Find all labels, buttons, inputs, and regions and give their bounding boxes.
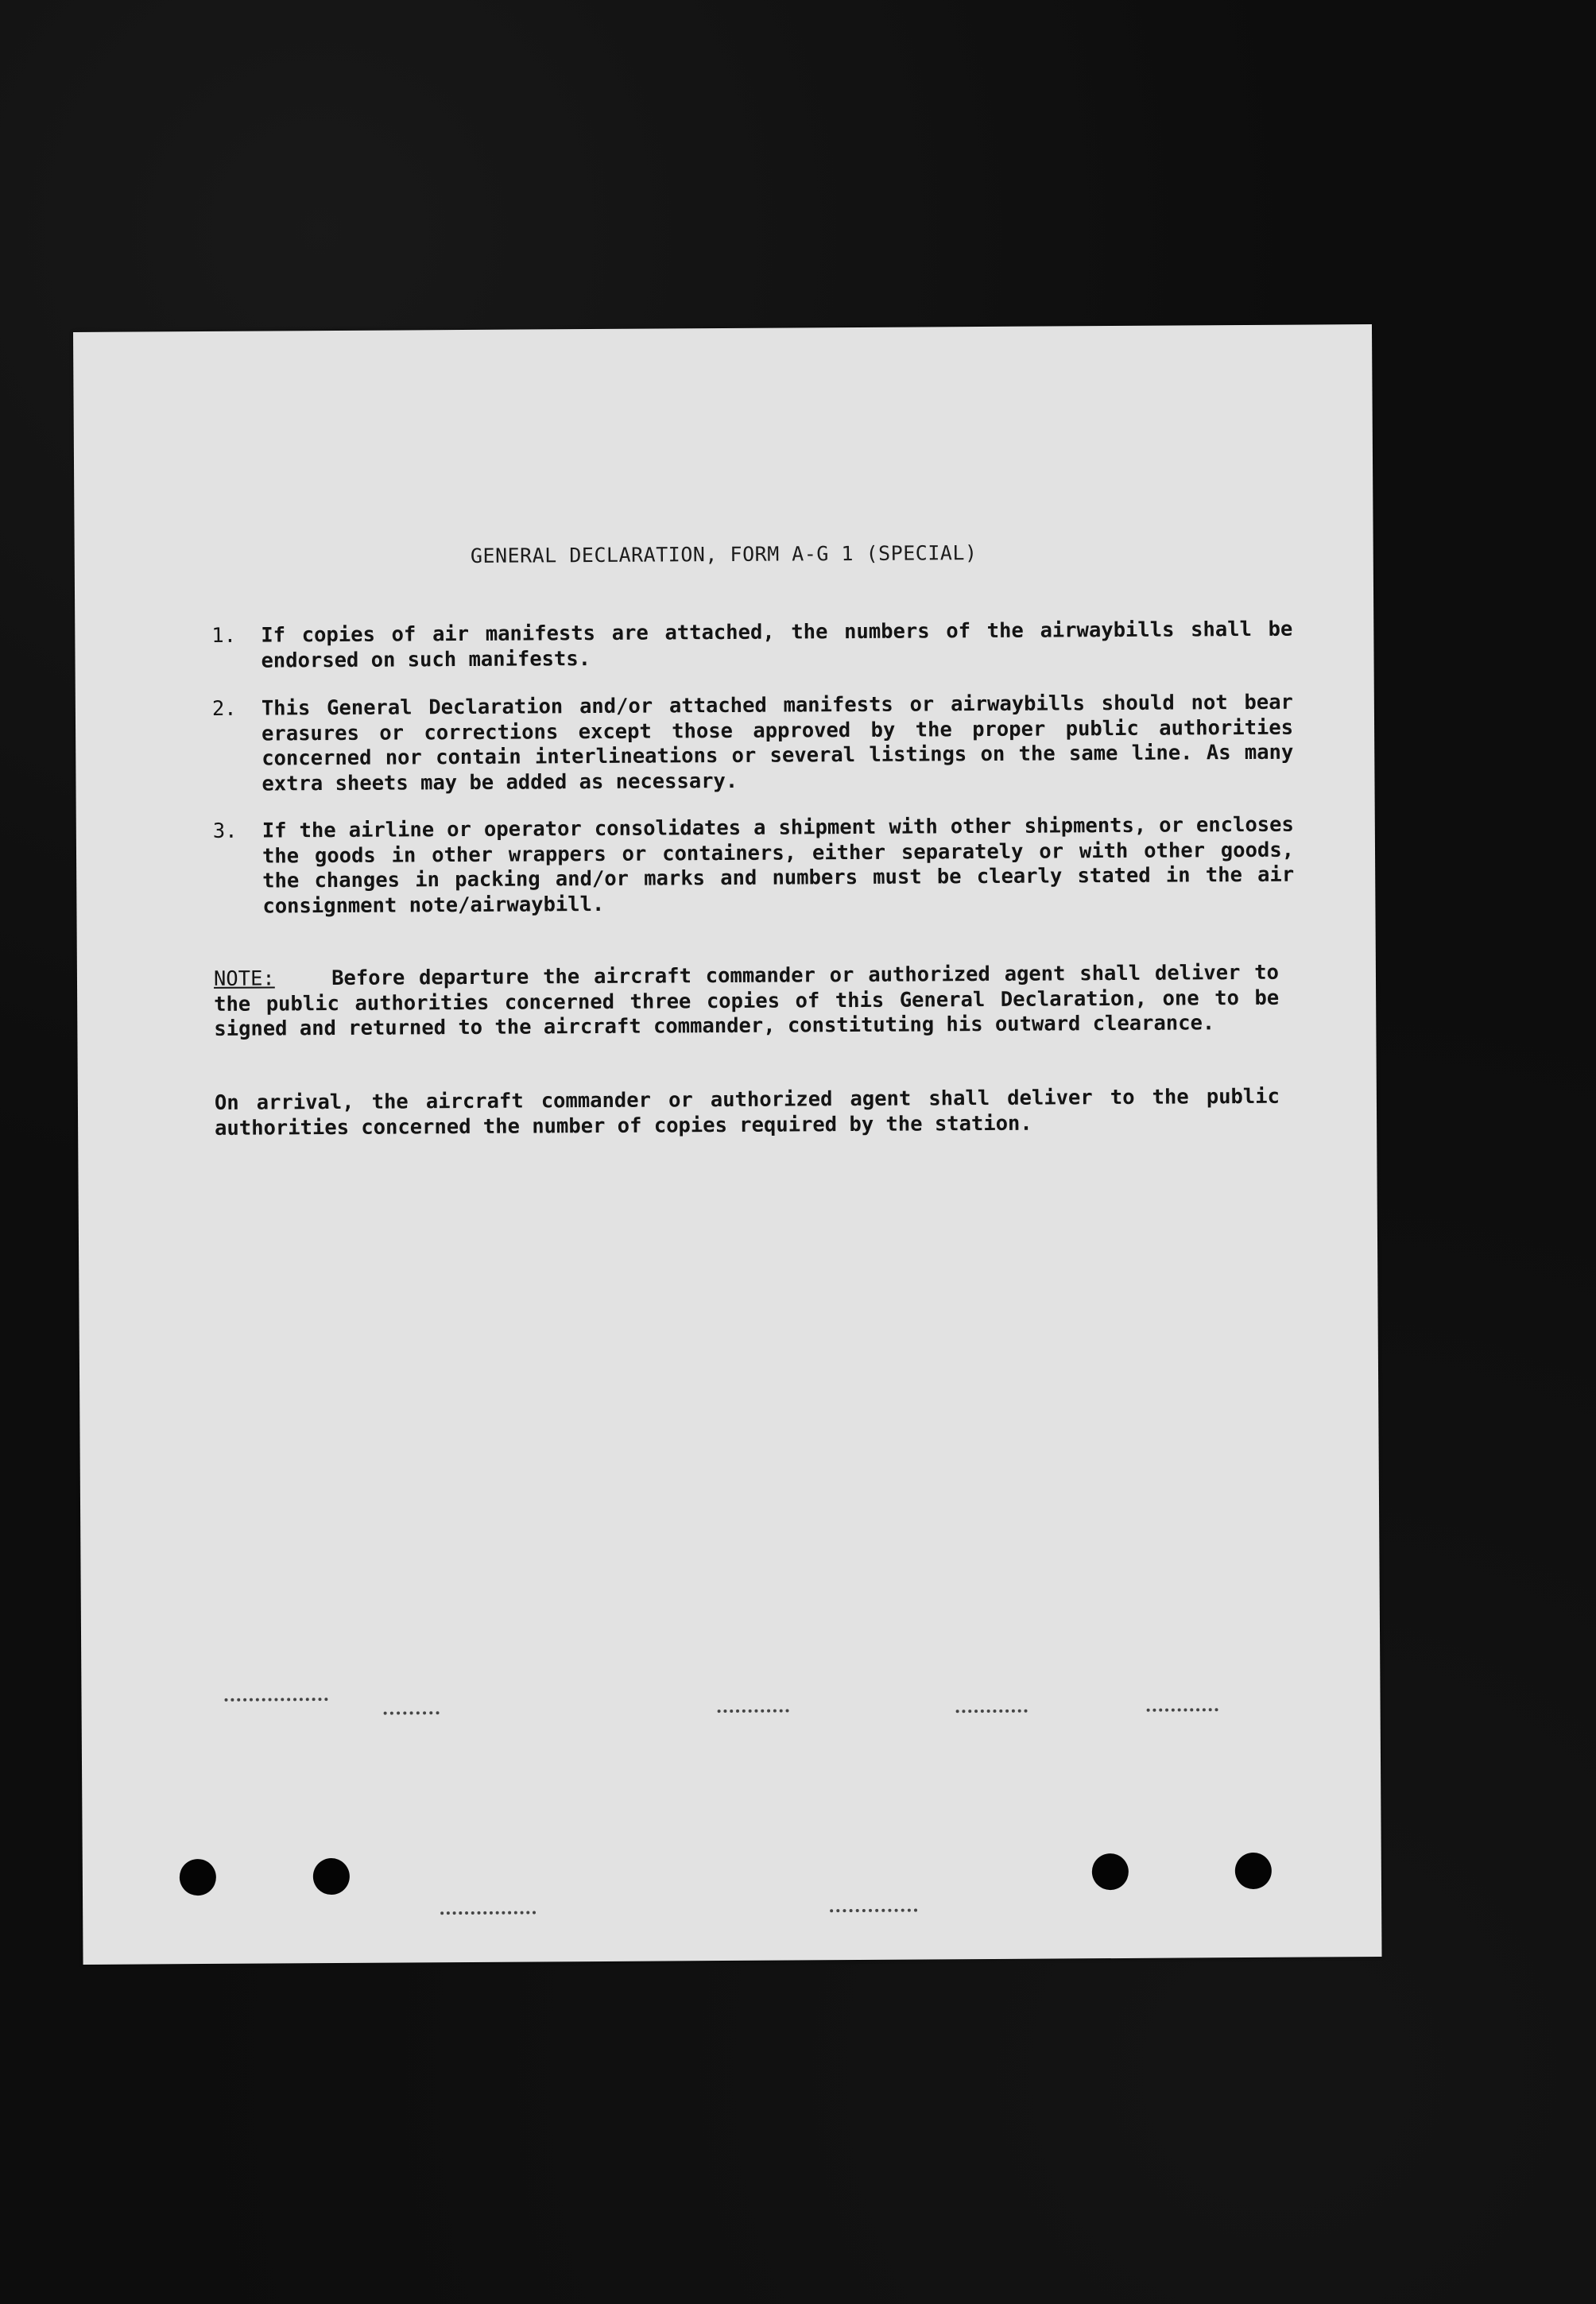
scan-specks bbox=[225, 1698, 328, 1706]
item-number: 2. bbox=[211, 696, 237, 721]
note-text: Before departure the aircraft commander or authorized agent shall deliver to the public authorities concerned three copies of this General Declaration, one to be signed and returned to the aircraft commander, constituting his outward clearance. bbox=[214, 960, 1280, 1041]
list-item-3 bbox=[213, 813, 1295, 920]
item-text: If the airline or operator consolidates a shipment with other shipments, or encloses the goods in other wrappers or containers, either separately or with other goods, the changes in packing and/or marks and numbers must be clearly stated in the air consignment note/airwaybill. bbox=[261, 812, 1295, 919]
note-label: NOTE: bbox=[213, 966, 275, 991]
scan-specks bbox=[1147, 1708, 1218, 1717]
arrival-paragraph: On arrival, the aircraft commander or authorized agent shall deliver to the public authorities concerned the number of copies required by the station. bbox=[214, 1084, 1280, 1140]
scan-specks bbox=[384, 1711, 440, 1719]
scan-specks bbox=[440, 1911, 536, 1919]
punch-hole bbox=[313, 1858, 350, 1895]
item-number: 3. bbox=[212, 819, 238, 843]
item-number: 1. bbox=[211, 623, 237, 648]
page-title: GENERAL DECLARATION, FORM A-G 1 (SPECIAL) bbox=[470, 541, 978, 567]
item-text: This General Declaration and/or attached manifests or airwaybills should not bear erasures or corrections except those approved by the proper public authorities concerned nor contain interlineations or several listings on the same line. As many extra sheets may be added as necessary. bbox=[261, 690, 1294, 796]
note-paragraph bbox=[214, 961, 1280, 1043]
punch-hole bbox=[180, 1859, 216, 1895]
scan-specks bbox=[718, 1710, 789, 1718]
punch-hole bbox=[1235, 1853, 1272, 1889]
list-item-1 bbox=[211, 618, 1292, 674]
punch-hole bbox=[1092, 1853, 1129, 1890]
document-page bbox=[73, 324, 1382, 1965]
scan-specks bbox=[956, 1710, 1028, 1718]
list-item-2 bbox=[212, 691, 1294, 797]
item-text: If copies of air manifests are attached, the numbers of the airwaybills shall be endorsed on such manifests. bbox=[261, 617, 1293, 673]
scan-specks bbox=[830, 1909, 917, 1918]
